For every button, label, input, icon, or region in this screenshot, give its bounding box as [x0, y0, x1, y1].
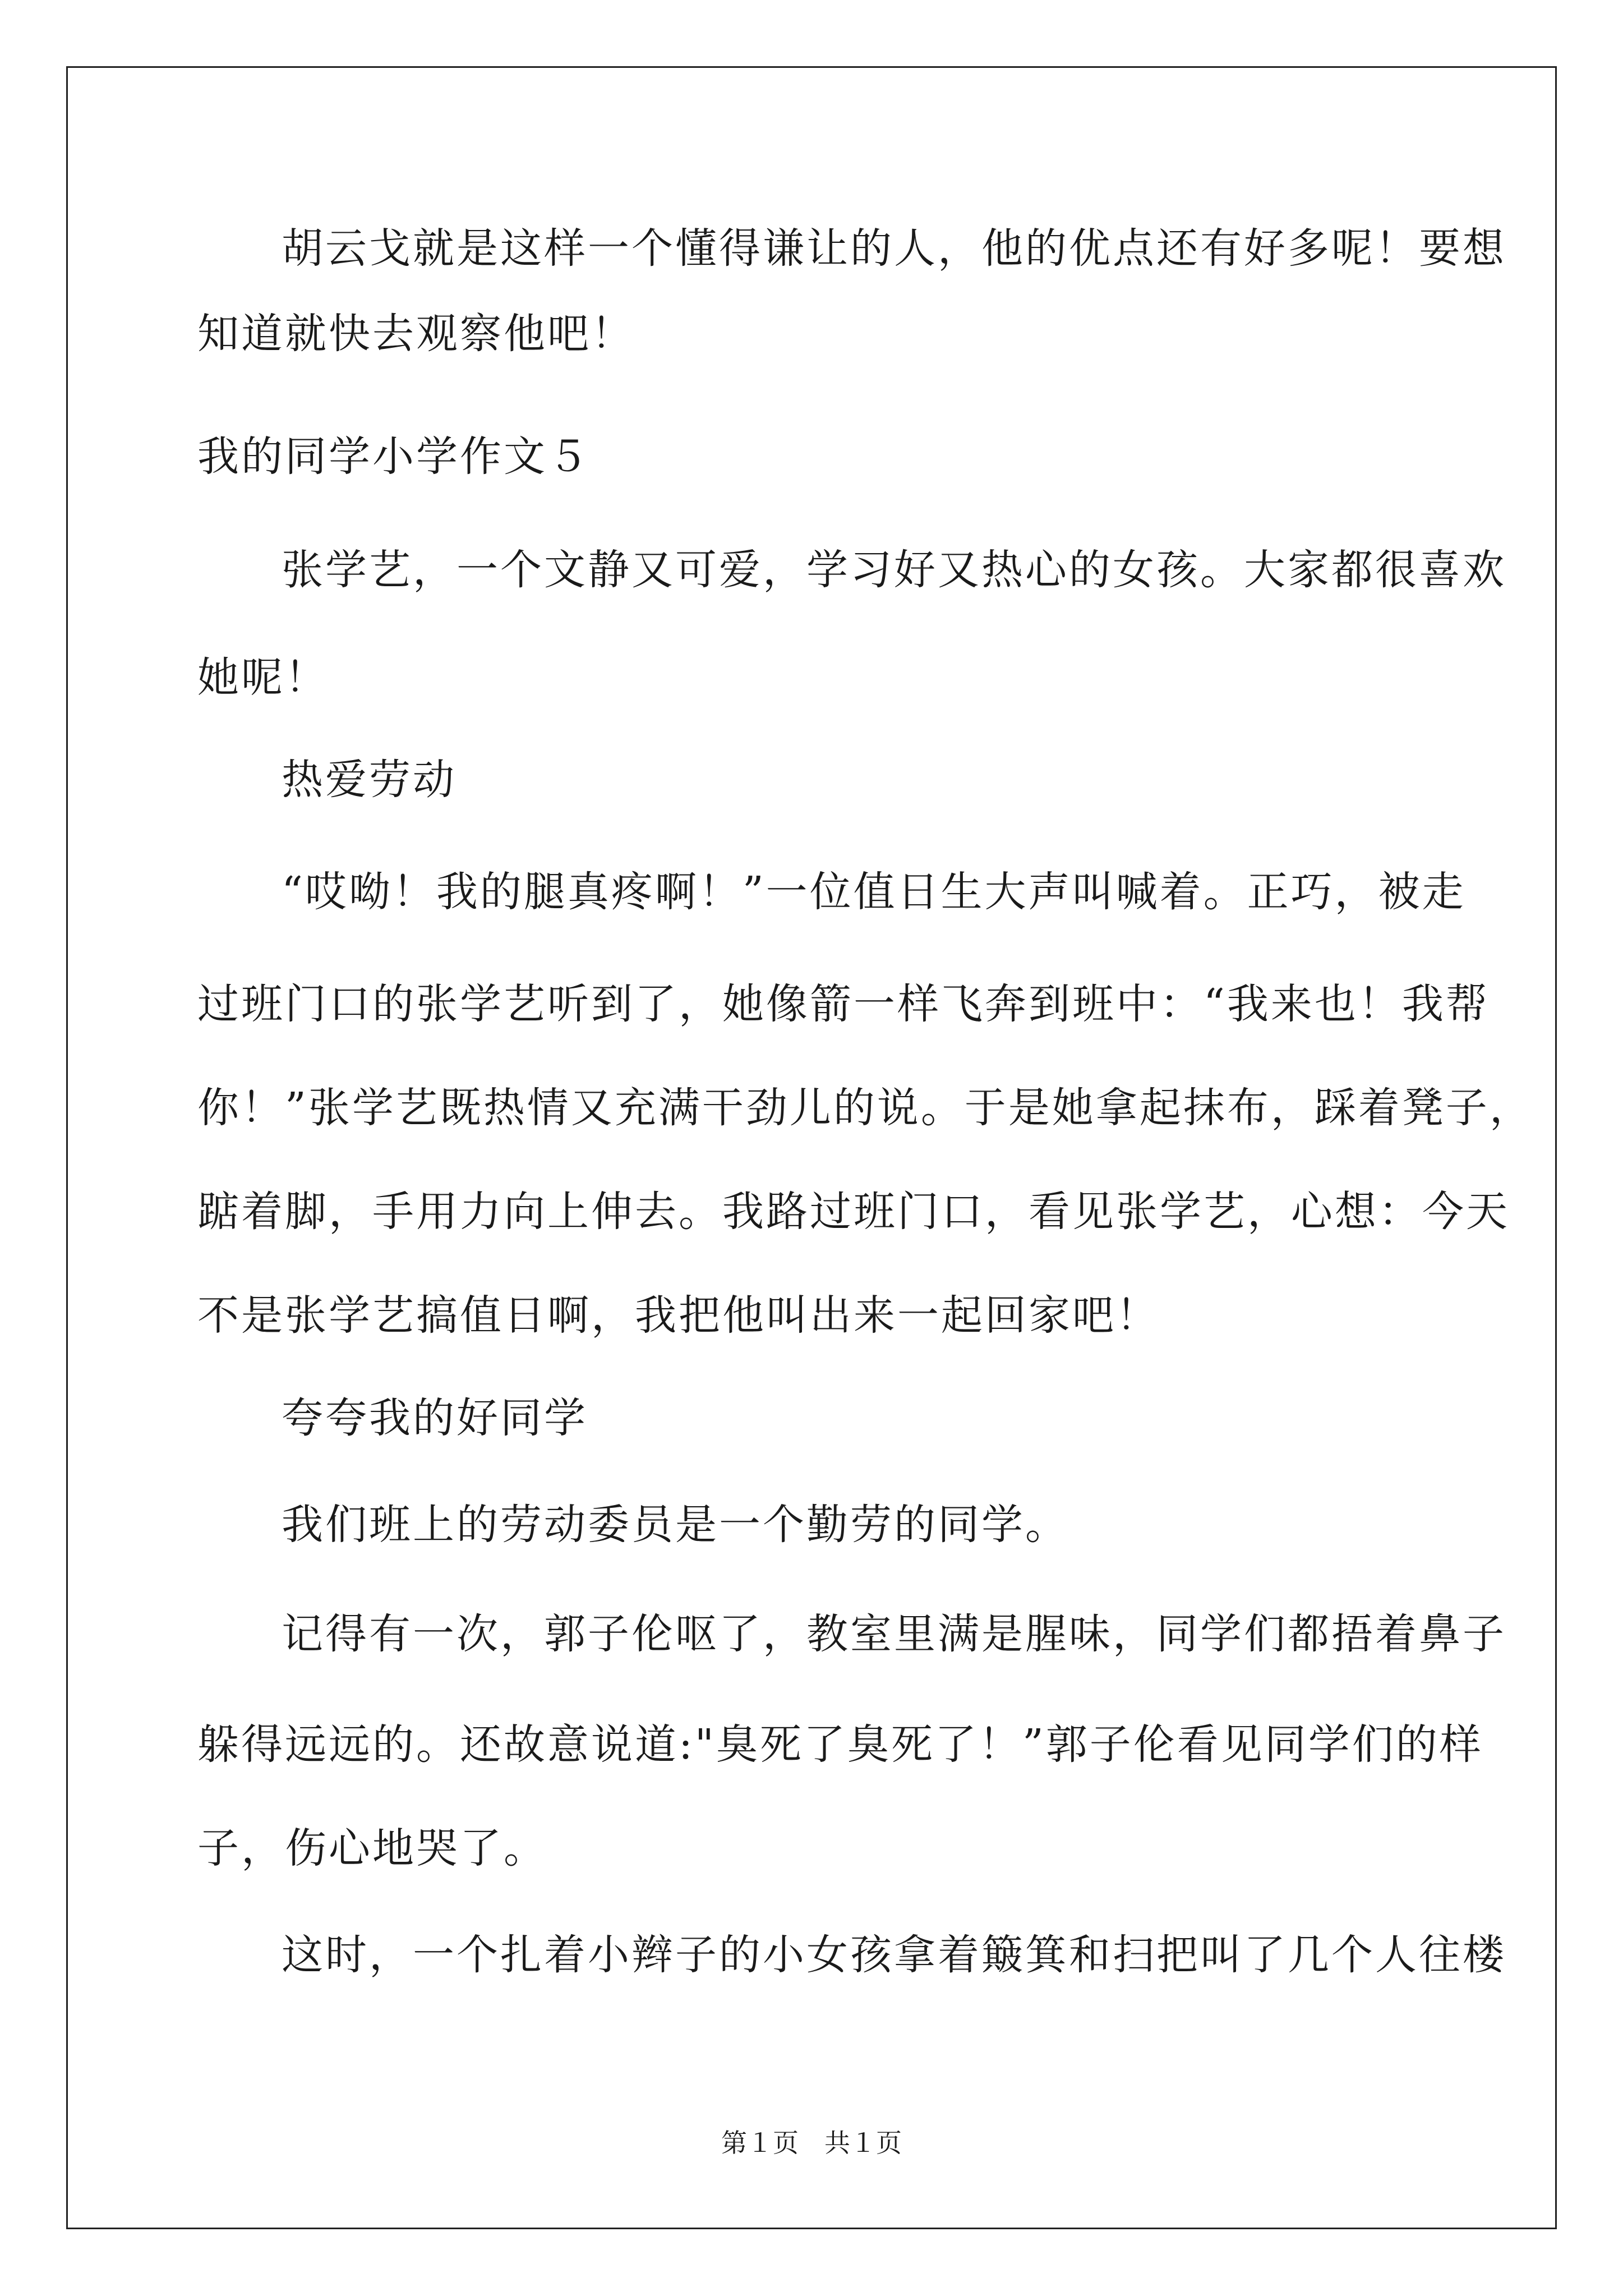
paragraph-line: 踮着脚，手用力向上伸去。我路过班门口，看见张学艺，心想：今天 [197, 1188, 1510, 1236]
subheading: 夸夸我的好同学 [282, 1394, 588, 1442]
paragraph-line: “哎呦！我的腿真疼啊！”一位值日生大声叫喊着。正巧，被走 [282, 868, 1466, 916]
paragraph-line: 过班门口的张学艺听到了，她像箭一样飞奔到班中：“我来也！我帮 [197, 980, 1490, 1028]
page-border [66, 66, 1557, 2229]
paragraph-line: 记得有一次，郭子伦呕了，教室里满是腥味，同学们都捂着鼻子 [282, 1610, 1506, 1658]
paragraph-line: 胡云戈就是这样一个懂得谦让的人，他的优点还有好多呢！要想 [282, 224, 1506, 273]
page-footer: 第１页 共１页 [721, 2128, 902, 2158]
paragraph-line: 这时，一个扎着小辫子的小女孩拿着簸箕和扫把叫了几个人往楼 [282, 1931, 1506, 1979]
paragraph-line: 不是张学艺搞值日啊，我把他叫出来一起回家吧！ [197, 1291, 1160, 1340]
paragraph-line: 子，伤心地哭了。 [197, 1824, 547, 1872]
paragraph-line: 她呢！ [197, 654, 329, 702]
section-title: 我的同学小学作文５ [197, 432, 591, 481]
paragraph-line: 你！”张学艺既热情又充满干劲儿的说。于是她拿起抹布，踩着凳子， [197, 1084, 1533, 1132]
paragraph-line: 知道就快去观察他吧！ [197, 310, 635, 358]
paragraph-line: 我们班上的劳动委员是一个勤劳的同学。 [282, 1501, 1069, 1549]
subheading: 热爱劳动 [282, 756, 457, 804]
paragraph-line: 躲得远远的。还故意说道:"臭死了臭死了！”郭子伦看见同学们的样 [197, 1720, 1483, 1769]
paragraph-line: 张学艺，一个文静又可爱，学习好又热心的女孩。大家都很喜欢 [282, 546, 1506, 594]
